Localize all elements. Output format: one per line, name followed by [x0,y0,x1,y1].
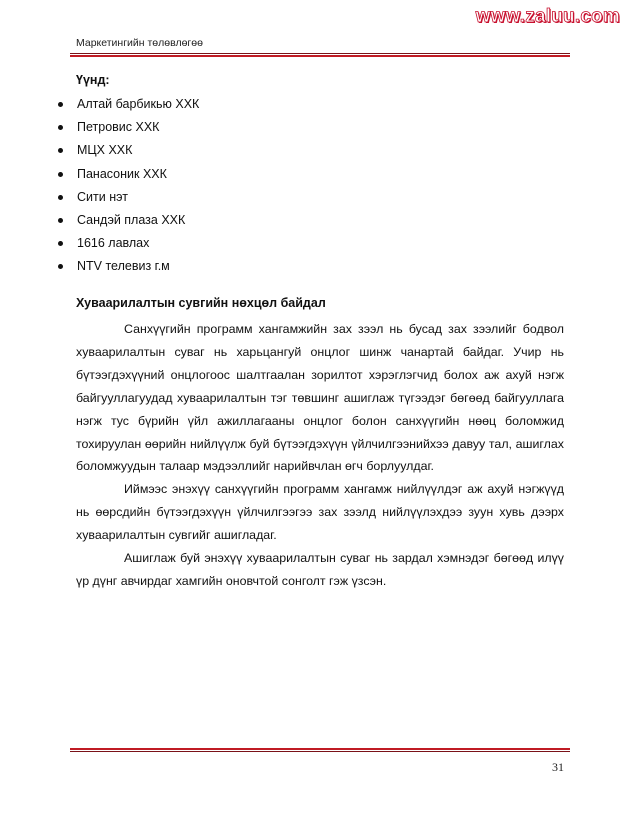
list-item-text: Сити нэт [77,189,128,204]
bullet-icon [58,218,63,223]
bullet-icon [58,195,63,200]
list-item [56,96,199,119]
list-item [56,258,199,281]
list-item [56,142,199,165]
header-rule [70,53,570,57]
bullet-icon [58,125,63,130]
list-item-text: МЦХ ХХК [77,143,133,158]
list-item [56,119,199,142]
list-item-text: Панасоник ХХК [77,166,167,181]
list-item [56,166,199,189]
list-item [56,212,199,235]
list-item-text: Петровис ХХК [77,120,160,135]
bullet-icon [58,241,63,246]
bullet-icon [58,264,63,269]
watermark: www.zaluu.com [475,6,620,27]
list-item [56,235,199,258]
list-item [56,189,199,212]
bullet-icon [58,148,63,153]
bullet-icon [58,172,63,177]
footer-rule [70,748,570,752]
list-item-text: Алтай барбикью ХХК [77,97,200,111]
company-list [56,96,199,282]
running-header: Маркетингийн төлөвлөгөө [76,37,203,49]
paragraph: Ашиглаж буй энэхүү хуваарилалтын суваг нь зардал хэмнэдэг бөгөөд илүү үр дүнг авчирдаг хамгийн оновчтой сонголт гэж үзсэн. [76,551,564,588]
body-text [76,318,564,593]
section-heading: Хуваарилалтын сувгийн нөхцөл байдал [76,296,326,310]
list-heading: Үүнд: [76,73,110,87]
paragraph: Санхүүгийн программ хангамжийн зах зээл нь бусад зах зээлийг бодвол хуваарилалтын суваг нь харьцангуй онцлог шинж чанартай байдаг. Учир нь бүтээгдэхүүний онцлогоос шалтгаалан зорилтот хэрэглэгчид болох аж ахуй нэгж байгууллагуудад хуваарилалтын тэг төвшинг ашиглаж түгээдэг бөгөөд байгууллага нэгж тус бүрийн үйл ажиллагааны онцлог болон санхүүгийн нөөц боломжид тохируулан өөрийн нийлүүлж буй бүтээгдэхүүн үйлчилгээнийхээ давуу тал, ашиглах боломжуудын талаар мэдээллийг нарийвчлан өгч борлуулдаг. [76,322,564,474]
page-number: 31 [552,760,564,774]
list-item-text: 1616 лавлах [77,236,150,251]
paragraph: Иймээс энэхүү санхүүгийн программ хангамж нийлүүлдэг аж ахуй нэгжүүд нь өөрсдийн бүтээгдэхүүн үйлчилгээгээ зах зээлд нийлүүлэхдээ зуун хувь дээрх хуваарилалтын сувгийг ашигладаг. [76,482,564,543]
bullet-icon [58,102,63,107]
list-item-text: Сандэй плаза ХХК [77,212,186,227]
list-item-text: NTV телевиз г.м [77,259,170,274]
